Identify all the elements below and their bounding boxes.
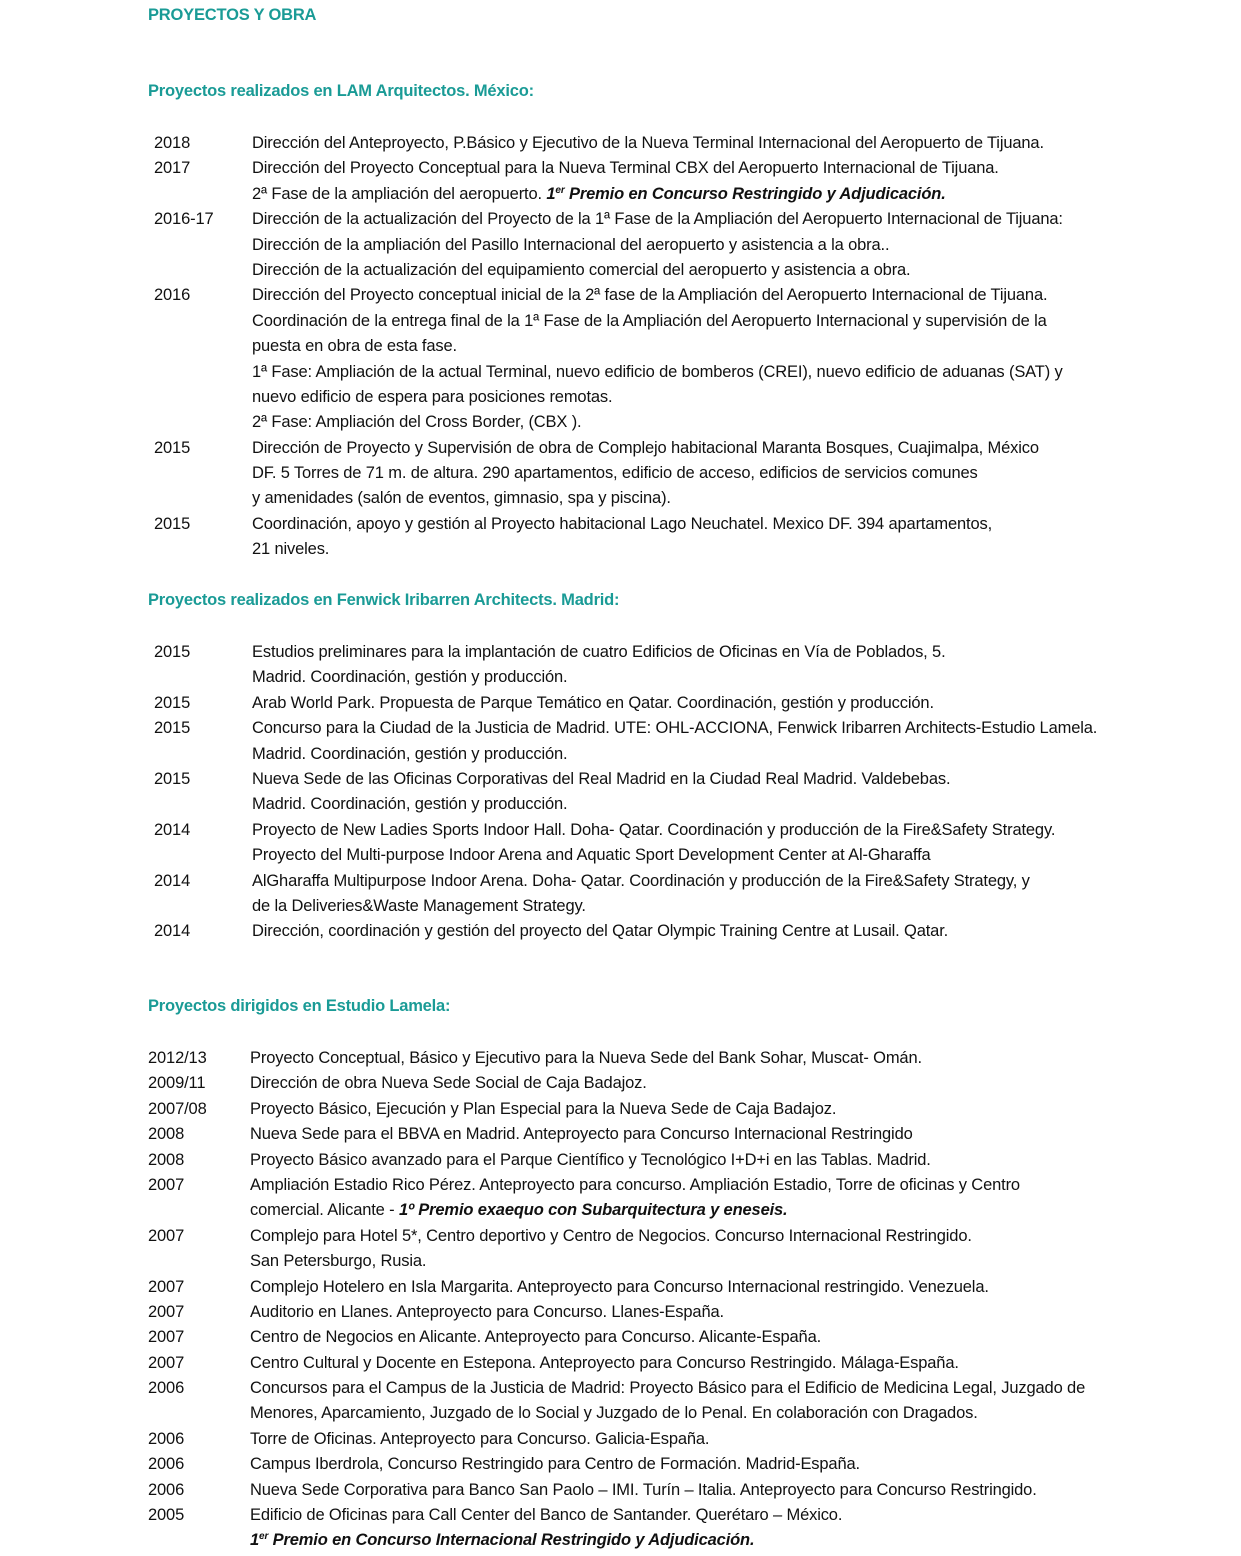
project-description: [250, 1071, 647, 1096]
project-description: [252, 919, 948, 944]
description-text: comercial. Alicante -: [250, 1201, 399, 1220]
project-entry-line: [0, 309, 1241, 334]
project-description: [250, 1275, 989, 1300]
project-year: 2007: [148, 1226, 185, 1245]
section-heading-lamela: Proyectos dirigidos en Estudio Lamela:: [148, 997, 451, 1015]
project-description: [250, 1325, 821, 1350]
description-text: Arab World Park. Propuesta de Parque Temático en Qatar. Coordinación, gestión y producción.: [252, 693, 934, 712]
description-text: Dirección de obra Nueva Sede Social de Caja Badajoz.: [250, 1074, 647, 1093]
project-year: 2014: [154, 922, 191, 941]
description-text: Madrid. Coordinación, gestión y producción.: [252, 795, 568, 814]
project-entry-line: [0, 1401, 1241, 1426]
description-text: AlGharaffa Multipurpose Indoor Arena. Doha- Qatar. Coordinación y producción de la Fire&Safety Strategy, y: [252, 871, 1030, 890]
project-entry-line: [0, 818, 1241, 843]
project-year: 2018: [154, 134, 191, 152]
project-description: [252, 436, 1039, 461]
project-entry-line: [0, 1503, 1241, 1528]
project-entry-line: [0, 792, 1241, 817]
description-text: Nueva Sede Corporativa para Banco San Paolo – IMI. Turín – Italia. Anteproyecto para Concurso Restringido.: [250, 1480, 1037, 1499]
project-description: [250, 1173, 1020, 1198]
project-entry-line: [0, 919, 1241, 944]
project-description: [250, 1300, 724, 1325]
description-text: de la Deliveries&Waste Management Strategy.: [252, 896, 586, 915]
project-year: 2008: [148, 1150, 185, 1169]
project-year: 2007: [148, 1328, 185, 1347]
project-description: [252, 131, 1044, 156]
description-text: Nueva Sede para el BBVA en Madrid. Anteproyecto para Concurso Internacional Restringido: [250, 1125, 913, 1144]
project-description: [252, 742, 567, 767]
project-entry-line: [0, 461, 1241, 486]
project-entry-line: [0, 283, 1241, 308]
project-entry-line: [0, 1351, 1241, 1376]
project-description: [252, 334, 457, 359]
description-text: Dirección del Proyecto conceptual inicial de la 2ª fase de la Ampliación del Aeropuerto Internacional de Tijuana.: [252, 286, 1048, 305]
description-text: Dirección, coordinación y gestión del proyecto del Qatar Olympic Training Centre at Lusail. Qatar.: [252, 922, 949, 941]
project-entry-line: [0, 131, 1241, 156]
project-entry-line: [0, 410, 1241, 435]
project-description: [250, 1148, 931, 1173]
project-description: [252, 894, 586, 919]
award-ordinal: 1: [546, 184, 556, 203]
project-year: 2006: [148, 1429, 185, 1448]
description-text: Proyecto Básico, Ejecución y Plan Especial para la Nueva Sede de Caja Badajoz.: [250, 1099, 837, 1118]
project-year: 2015: [154, 514, 191, 533]
project-description: [252, 512, 992, 537]
project-year: 2007: [148, 1302, 185, 1321]
project-year: 2005: [148, 1506, 185, 1525]
project-entry-line: [0, 1097, 1241, 1122]
section-lam-entries: [0, 131, 1241, 563]
project-entry-line: [0, 716, 1241, 741]
project-entry-line: [0, 1122, 1241, 1147]
project-year: 2007: [148, 1175, 185, 1194]
project-year: 2006: [148, 1379, 185, 1398]
project-entry-line: [0, 843, 1241, 868]
description-text: nuevo edificio de espera para posiciones remotas.: [252, 387, 613, 406]
project-entry-line: [0, 207, 1241, 232]
project-year: 2016-17: [154, 210, 214, 229]
project-description: [252, 665, 567, 690]
description-text: Torre de Oficinas. Anteproyecto para Concurso. Galicia-España.: [250, 1429, 710, 1448]
project-year: 2007/08: [148, 1099, 207, 1118]
project-year: 2015: [154, 693, 191, 712]
project-year: 2009/11: [148, 1074, 206, 1093]
award-ordinal-suffix: er: [259, 1531, 269, 1543]
project-year: 2016: [154, 286, 191, 305]
section-lamela-entries: [0, 1046, 1241, 1554]
project-description: [250, 1351, 959, 1376]
section-fenwick-entries: [0, 640, 1241, 945]
project-description: [252, 182, 946, 207]
project-entry-line: [0, 1275, 1241, 1300]
description-text: Dirección de la ampliación del Pasillo Internacional del aeropuerto y asistencia a la obra..: [252, 235, 890, 254]
award-ordinal: 1: [250, 1531, 260, 1550]
description-text: Complejo para Hotel 5*, Centro deportivo y Centro de Negocios. Concurso Internacional Restringido.: [250, 1226, 972, 1245]
project-entry-line: [0, 537, 1241, 562]
project-entry-line: [0, 1249, 1241, 1274]
description-text: Complejo Hotelero en Isla Margarita. Anteproyecto para Concurso Internacional restringido. Venezuela.: [250, 1277, 989, 1296]
project-description: [250, 1427, 709, 1452]
description-text: Concurso para la Ciudad de la Justicia de Madrid. UTE: OHL-ACCIONA, Fenwick Iribarren Architects-Estudio Lamela.: [252, 719, 1098, 738]
project-entry-line: [0, 156, 1241, 181]
project-description: [252, 385, 612, 410]
project-entry-line: [0, 869, 1241, 894]
project-entry-line: [0, 640, 1241, 665]
project-entry-line: [0, 1427, 1241, 1452]
project-description: [252, 843, 931, 868]
project-year: 2015: [154, 438, 191, 457]
project-entry-line: [0, 767, 1241, 792]
project-entry-line: [0, 1452, 1241, 1477]
award-label: Premio en Concurso Internacional Restringido y Adjudicación.: [268, 1531, 755, 1550]
project-description: [252, 691, 934, 716]
description-text: Proyecto de New Ladies Sports Indoor Hall. Doha- Qatar. Coordinación y producción de la Fire&Safety Strategy.: [252, 820, 1056, 839]
description-text: 2ª Fase: Ampliación del Cross Border, (CBX ).: [252, 413, 582, 432]
award-text: [399, 1201, 788, 1219]
project-entry-line: [0, 691, 1241, 716]
description-text: y amenidades (salón de eventos, gimnasio, spa y piscina).: [252, 489, 671, 508]
project-entry-line: [0, 334, 1241, 359]
project-entry-line: [0, 1148, 1241, 1173]
project-description: [252, 869, 1030, 894]
project-year: 2015: [154, 769, 191, 788]
project-year: 2007: [148, 1353, 185, 1372]
project-entry-line: [0, 1325, 1241, 1350]
project-description: [252, 461, 978, 486]
description-text: Proyecto Conceptual, Básico y Ejecutivo para la Nueva Sede del Bank Sohar, Muscat- Omán.: [250, 1049, 922, 1067]
description-text: Coordinación, apoyo y gestión al Proyecto habitacional Lago Neuchatel. Mexico DF. 394 apartamentos,: [252, 514, 993, 533]
project-year: 2014: [154, 820, 191, 839]
project-entry-line: [0, 258, 1241, 283]
project-description: [252, 309, 1047, 334]
project-description: [252, 537, 329, 562]
description-text: Dirección de la actualización del equipamiento comercial del aeropuerto y asistencia a obra.: [252, 260, 911, 279]
description-text: Dirección de la actualización del Proyecto de la 1ª Fase de la Ampliación del Aeropuerto Internacional de Tijuana:: [252, 210, 1063, 229]
description-text: Auditorio en Llanes. Anteproyecto para Concurso. Llanes-España.: [250, 1302, 724, 1321]
description-text: San Petersburgo, Rusia.: [250, 1252, 427, 1271]
description-text: Madrid. Coordinación, gestión y producción.: [252, 744, 568, 763]
description-text: Dirección del Anteproyecto, P.Básico y Ejecutivo de la Nueva Terminal Internacional del Aeropuerto de Tijuana.: [252, 134, 1044, 152]
project-description: [250, 1122, 913, 1147]
description-text: Menores, Aparcamiento, Juzgado de lo Social y Juzgado de lo Penal. En colaboración con Dragados.: [250, 1404, 978, 1423]
project-description: [250, 1249, 426, 1274]
project-year: 2012/13: [148, 1049, 207, 1067]
project-year: 2015: [154, 643, 191, 661]
project-entry-line: [0, 894, 1241, 919]
description-text: 1ª Fase: Ampliación de la actual Terminal, nuevo edificio de bomberos (CREI), nuevo edificio de aduanas (SAT) y: [252, 362, 1063, 381]
description-text: Madrid. Coordinación, gestión y producción.: [252, 668, 568, 687]
project-year: 2015: [154, 719, 191, 738]
description-text: 2ª Fase de la ampliación del aeropuerto.: [252, 184, 547, 203]
project-entry-line: [0, 233, 1241, 258]
project-description: [252, 792, 567, 817]
award-text: [250, 1531, 754, 1549]
project-description: [250, 1452, 860, 1477]
project-description: [252, 258, 911, 283]
project-description: [252, 767, 950, 792]
description-text: puesta en obra de esta fase.: [252, 337, 457, 356]
section-heading-fenwick: Proyectos realizados en Fenwick Iribarren Architects. Madrid:: [148, 591, 620, 609]
project-entry-line: [0, 1300, 1241, 1325]
award-text: [546, 185, 945, 203]
project-description: [250, 1097, 836, 1122]
page-title: PROYECTOS Y OBRA: [148, 6, 317, 24]
project-entry-line: [0, 1224, 1241, 1249]
project-description: [252, 156, 999, 181]
project-year: 2007: [148, 1277, 185, 1296]
project-entry-line: [0, 1046, 1241, 1071]
description-text: Dirección del Proyecto Conceptual para la Nueva Terminal CBX del Aeropuerto Internacional de Tijuana.: [252, 159, 999, 178]
project-description: [252, 233, 889, 258]
project-year: 2008: [148, 1125, 185, 1144]
description-text: Edificio de Oficinas para Call Center del Banco de Santander. Querétaro – México.: [250, 1506, 843, 1525]
project-year: 2006: [148, 1480, 185, 1499]
project-description: [252, 716, 1097, 741]
description-text: Campus Iberdrola, Concurso Restringido para Centro de Formación. Madrid-España.: [250, 1455, 860, 1474]
description-text: DF. 5 Torres de 71 m. de altura. 290 apartamentos, edificio de acceso, edificios de servicios comunes: [252, 464, 978, 483]
description-text: Concursos para el Campus de la Justicia de Madrid: Proyecto Básico para el Edificio de Medicina Legal, Juzgado de: [250, 1379, 1086, 1398]
project-description: [252, 818, 1055, 843]
description-text: Proyecto del Multi-purpose Indoor Arena and Aquatic Sport Development Center at Al-Gharaffa: [252, 846, 931, 865]
project-year: 2014: [154, 871, 191, 890]
description-text: Estudios preliminares para la implantación de cuatro Edificios de Oficinas en Vía de Poblados, 5.: [252, 643, 946, 661]
project-description: [250, 1376, 1085, 1401]
description-text: Ampliación Estadio Rico Pérez. Anteproyecto para concurso. Ampliación Estadio, Torre de oficinas y Centro: [250, 1175, 1020, 1194]
project-entry-line: [0, 486, 1241, 511]
project-entry-line: [0, 742, 1241, 767]
project-entry-line: [0, 360, 1241, 385]
project-description: [252, 486, 671, 511]
project-entry-line: [0, 1376, 1241, 1401]
project-entry-line: [0, 436, 1241, 461]
section-heading-lam: Proyectos realizados en LAM Arquitectos. México:: [148, 82, 534, 100]
project-description: [252, 207, 1063, 232]
project-description: [252, 410, 582, 435]
description-text: 21 niveles.: [252, 540, 330, 559]
project-year: 2006: [148, 1455, 185, 1474]
project-entry-line: [0, 385, 1241, 410]
award-label: 1º Premio exaequo con Subarquitectura y eneseis.: [398, 1201, 788, 1220]
project-year: 2017: [154, 159, 191, 178]
award-label: Premio en Concurso Restringido y Adjudicación.: [564, 184, 946, 203]
project-entry-line: [0, 1528, 1241, 1553]
project-description: [250, 1046, 922, 1071]
project-entry-line: [0, 1173, 1241, 1198]
project-entry-line: [0, 665, 1241, 690]
description-text: Proyecto Básico avanzado para el Parque Científico y Tecnológico I+D+i en las Tablas. Madrid.: [250, 1150, 931, 1169]
project-description: [252, 283, 1047, 308]
project-description: [250, 1503, 842, 1528]
project-description: [252, 640, 946, 665]
project-entry-line: [0, 1071, 1241, 1096]
description-text: Coordinación de la entrega final de la 1ª Fase de la Ampliación del Aeropuerto Internacional y supervisión de la: [252, 311, 1047, 330]
project-description: [250, 1224, 972, 1249]
description-text: Centro Cultural y Docente en Estepona. Anteproyecto para Concurso Restringido. Málaga-España.: [250, 1353, 959, 1372]
description-text: Nueva Sede de las Oficinas Corporativas del Real Madrid en la Ciudad Real Madrid. Valdebebas.: [252, 769, 951, 788]
project-entry-line: [0, 1198, 1241, 1223]
project-description: [250, 1478, 1037, 1503]
project-description: [252, 360, 1063, 385]
project-description: [250, 1401, 978, 1426]
project-entry-line: [0, 1478, 1241, 1503]
description-text: Centro de Negocios en Alicante. Anteproyecto para Concurso. Alicante-España.: [250, 1328, 822, 1347]
project-description: [250, 1528, 754, 1553]
project-entry-line: [0, 182, 1241, 207]
award-ordinal-suffix: er: [555, 184, 565, 196]
project-description: [250, 1198, 788, 1223]
description-text: Dirección de Proyecto y Supervisión de obra de Complejo habitacional Maranta Bosques, Cuajimalpa, México: [252, 438, 1039, 457]
project-entry-line: [0, 512, 1241, 537]
